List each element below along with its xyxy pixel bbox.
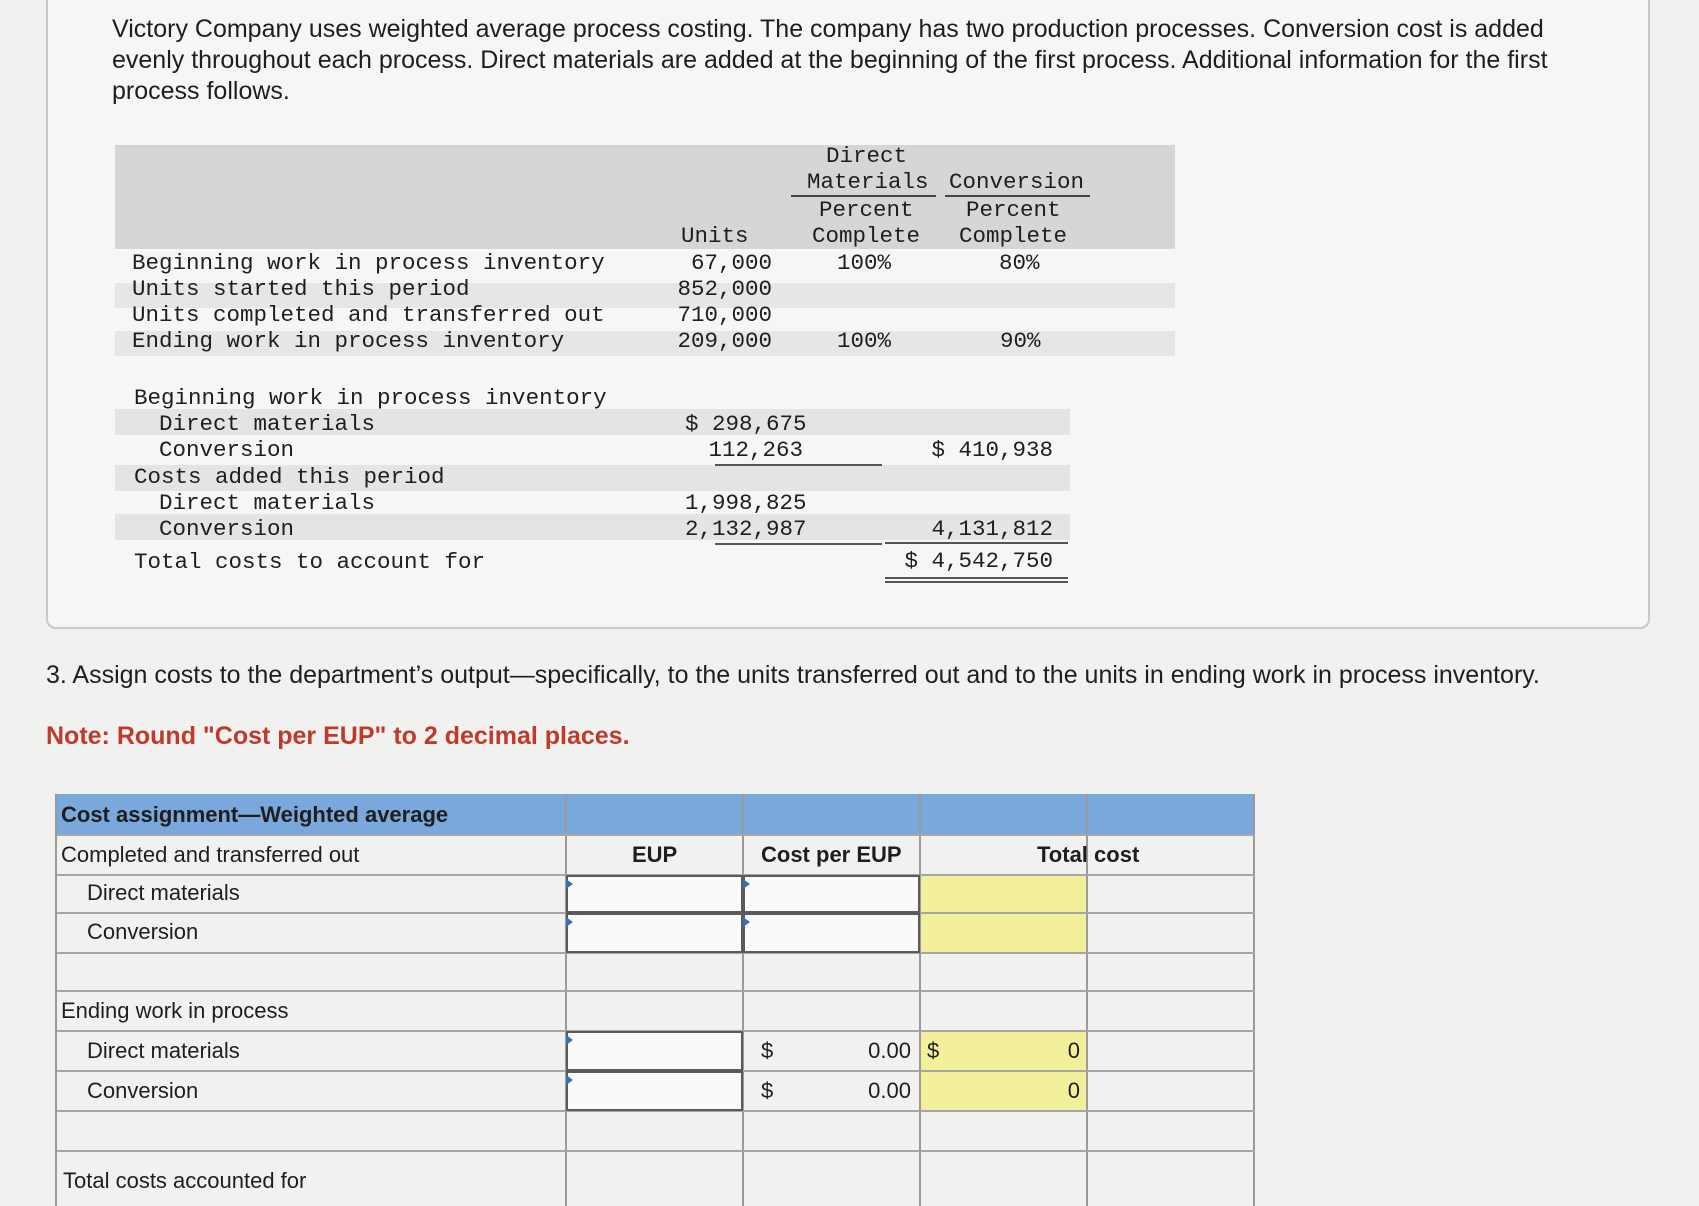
row-divider [55,1150,1255,1152]
ending-conv-total: 0 [1067,1078,1080,1103]
problem-intro: Victory Company uses weighted average process costing. The company has two production processes. Conversion cost is added evenly throughout each process. Direct materials are added at the beginning of the first process. Additional information for the first process follows. [112,15,1548,105]
beg-wip-label: Beginning work in process inventory [134,385,607,411]
cost-table [115,380,1075,580]
beg-conv-value: 112,263 [708,437,803,463]
added-dm-label: Direct materials [159,490,376,516]
added-total: 4,131,812 [931,516,1053,542]
ending-conv-dollar: $ [761,1078,774,1103]
completed-conv-total-cell [921,914,1086,952]
completed-conv-label: Conversion [87,919,199,944]
row-dm-pct: 100% [837,250,892,276]
beg-total: $ 410,938 [931,437,1053,463]
col-cost-per-eup-header: Cost per EUP [761,842,902,867]
total-accounted-label: Total costs accounted for [63,1168,307,1193]
row-dm-pct: 100% [837,328,892,354]
completed-dm-total-cell [921,876,1086,912]
row-label: Units started this period [132,276,470,302]
ending-dm-eup-input[interactable] [566,1031,743,1071]
added-dm-value: 1,998,825 [685,490,807,516]
completed-label: Completed and transferred out [61,842,360,867]
row-divider [55,990,1255,992]
dm-header-line2: Materials [807,169,929,195]
beg-dm-value: $ 298,675 [685,411,807,437]
conv-header-line3: Complete [959,223,1068,249]
subtotal-line [715,543,882,545]
col-eup-header: EUP [632,842,678,867]
row-units: 209,000 [677,328,772,354]
beg-dm-label: Direct materials [159,411,376,437]
ending-dm-total-dollar: $ [927,1038,940,1063]
column-divider [565,794,567,1206]
ending-dm-label: Direct materials [87,1038,240,1063]
beg-conv-label: Conversion [159,437,295,463]
row-conv-pct: 90% [1000,328,1041,354]
double-underline [885,577,1068,579]
ending-dm-total: 0 [1067,1038,1080,1063]
ending-label: Ending work in process [61,998,289,1023]
conv-header-line1: Conversion [949,169,1085,195]
grid-left-border [55,794,57,1206]
grid-title: Cost assignment—Weighted average [61,802,449,827]
added-conv-label: Conversion [159,516,295,542]
row-label: Beginning work in process inventory [132,250,605,276]
column-divider [1253,794,1255,1206]
ending-conv-cost-per-eup: 0.00 [868,1078,911,1103]
conv-header-line2: Percent [966,197,1061,223]
column-divider [919,794,921,1206]
total-value: $ 4,542,750 [904,548,1053,574]
dm-header-line3: Percent [819,197,914,223]
row-label: Ending work in process inventory [132,328,565,354]
completed-conv-eup-input[interactable] [566,913,743,953]
row-conv-pct: 80% [999,250,1040,276]
row-divider [55,834,1255,836]
double-underline [885,581,1068,583]
ending-conv-eup-input[interactable] [566,1071,743,1111]
added-label: Costs added this period [134,464,445,490]
subtotal-line [715,464,882,466]
question-3: 3. Assign costs to the department’s output—specifically, to the units transferred out and to the units in ending work in process inventory. [46,661,1540,689]
added-conv-value: 2,132,987 [685,516,807,542]
units-header: Units [681,223,749,249]
completed-dm-label: Direct materials [87,880,240,905]
completed-dm-eup-input[interactable] [566,875,743,913]
completed-dm-cost-per-eup-input[interactable] [743,875,920,913]
row-units: 67,000 [690,250,772,276]
total-label: Total costs to account for [134,549,486,575]
ending-dm-cost-per-eup: 0.00 [868,1038,911,1063]
row-units: 852,000 [677,276,772,302]
total-line [885,542,1068,544]
ending-conv-label: Conversion [87,1078,199,1103]
row-units: 710,000 [677,302,772,328]
cost-assignment-grid [55,794,1255,1206]
row-label: Units completed and transferred out [132,302,605,328]
col-total-cost-header: Total cost [1037,842,1140,867]
column-divider [742,794,744,1206]
completed-conv-cost-per-eup-input[interactable] [743,913,920,953]
ending-dm-dollar: $ [761,1038,774,1063]
rounding-note: Note: Round "Cost per EUP" to 2 decimal places. [46,722,630,750]
dm-header-line4: Complete [812,223,921,249]
dm-header-line1: Direct [826,143,908,169]
units-table [115,145,1175,353]
